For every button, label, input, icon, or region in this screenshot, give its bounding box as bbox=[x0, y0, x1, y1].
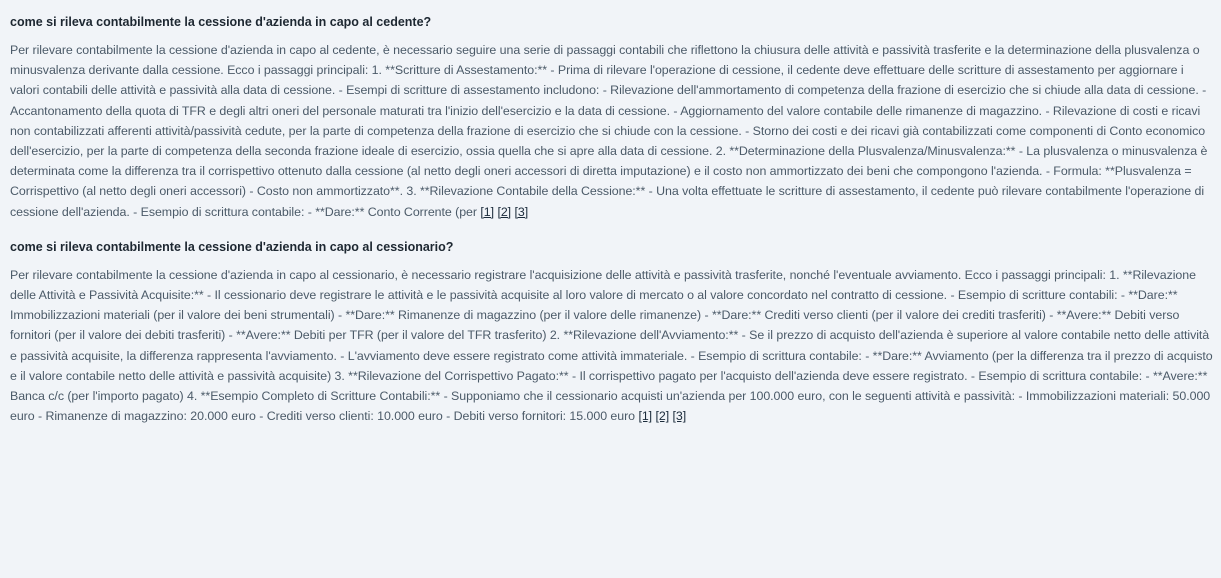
reference-link-3[interactable]: [3] bbox=[514, 204, 529, 219]
faq-answer-text: Per rilevare contabilmente la cessione d'azienda in capo al cessionario, è necessario registrare l'acquisizione delle attività e passività trasferite, nonché l'eventuale avviamento. Ecco i passaggi principali: 1. **Rilevazione delle Attività e Passività Acquisite:** - Il cessionario deve registrare le attività e le passività acquisite al loro valore di mercato o al valore concordato nel contratto di cessione. - Esempio di scritture contabili: - **Dare:** Immobilizzazioni materiali (per il valore dei beni strumentali) - **Dare:** Rimanenze di magazzino (per il valore delle rimanenze) - **Dare:** Crediti verso clienti (per il valore dei crediti trasferiti) - **Avere:** Debiti verso fornitori (per il valore dei debiti trasferiti) - **Avere:** Debiti per TFR (per il valore del TFR trasferito) 2. **Rilevazione dell'Avviamento:** - Se il prezzo di acquisto dell'azienda è superiore al valore contabile netto delle attività e passività acquisite, la differenza rappresenta l'avviamento. - L'avviamento deve essere registrato come attività immateriale. - Esempio di scrittura contabile: - **Dare:** Avviamento (per la differenza tra il prezzo di acquisto e il valore contabile netto delle attività e passività acquisite) 3. **Rilevazione del Corrispettivo Pagato:** - Il corrispettivo pagato per l'acquisto dell'azienda deve essere registrato. - Esempio di scrittura contabile: - **Avere:** Banca c/c (per l'importo pagato) 4. **Esempio Completo di Scritture Contabili:** - Supponiamo che il cessionario acquisti un'azienda per 100.000 euro, con le seguenti attività e passività: - Immobilizzazioni materiali: 50.000 euro - Rimanenze di magazzino: 20.000 euro - Crediti verso clienti: 10.000 euro - Debiti verso fornitori: 15.000 euro bbox=[10, 267, 1213, 424]
faq-question: come si rileva contabilmente la cessione d'azienda in capo al cessionario? bbox=[10, 239, 454, 254]
faq-answer bbox=[10, 40, 1213, 222]
reference-link-1[interactable]: [1] bbox=[638, 409, 653, 424]
reference-link-2[interactable]: [2] bbox=[655, 409, 670, 424]
faq-answer bbox=[10, 265, 1213, 427]
reference-link-3[interactable]: [3] bbox=[672, 409, 687, 424]
faq-item bbox=[10, 239, 1213, 427]
faq-item bbox=[10, 14, 1213, 222]
faq-answer-text: Per rilevare contabilmente la cessione d'azienda in capo al cedente, è necessario seguire una serie di passaggi contabili che riflettono la chiusura delle attività e passività trasferite e la determinazione della plusvalenza o minusvalenza derivante dalla cessione. Ecco i passaggi principali: 1. **Scritture di Assestamento:** - Prima di rilevare l'operazione di cessione, il cedente deve effettuare delle scritture di assestamento per aggiornare i valori contabili delle attività e passività alla data di cessione. - Esempi di scritture di assestamento includono: - Rilevazione dell'ammortamento di competenza della frazione di esercizio che si chiude alla data di cessione. - Accantonamento della quota di TFR e degli altri oneri del personale maturati tra l'inizio dell'esercizio e la data di cessione. - Aggiornamento del valore contabile delle rimanenze di magazzino. - Rilevazione di costi e ricavi non contabilizzati afferenti attività/passività cedute, per la parte di competenza della frazione di esercizio che si chiude con la cessione. - Storno dei costi e dei ricavi già contabilizzati come componenti di Conto economico dell'esercizio, per la parte di competenza della seconda frazione ideale di esercizio, ossia quella che si apre alla data di cessione. 2. **Determinazione della Plusvalenza/Minusvalenza:** - La plusvalenza o minusvalenza è determinata come la differenza tra il corrispettivo ottenuto dalla cessione (al netto degli oneri accessori di diretta imputazione) e il costo non ammortizzato dei beni che compongono l'azienda. - Formula: **Plusvalenza = Corrispettivo (al netto degli oneri accessori) - Costo non ammortizzato**. 3. **Rilevazione Contabile della Cessione:** - Una volta effettuate le scritture di assestamento, il cedente può rilevare contabilmente l'operazione di cessione dell'azienda. - Esempio di scrittura contabile: - **Dare:** Conto Corrente (per bbox=[10, 43, 1208, 219]
reference-link-2[interactable]: [2] bbox=[497, 204, 512, 219]
faq-question: come si rileva contabilmente la cessione d'azienda in capo al cedente? bbox=[10, 15, 432, 29]
reference-link-1[interactable]: [1] bbox=[480, 204, 495, 219]
